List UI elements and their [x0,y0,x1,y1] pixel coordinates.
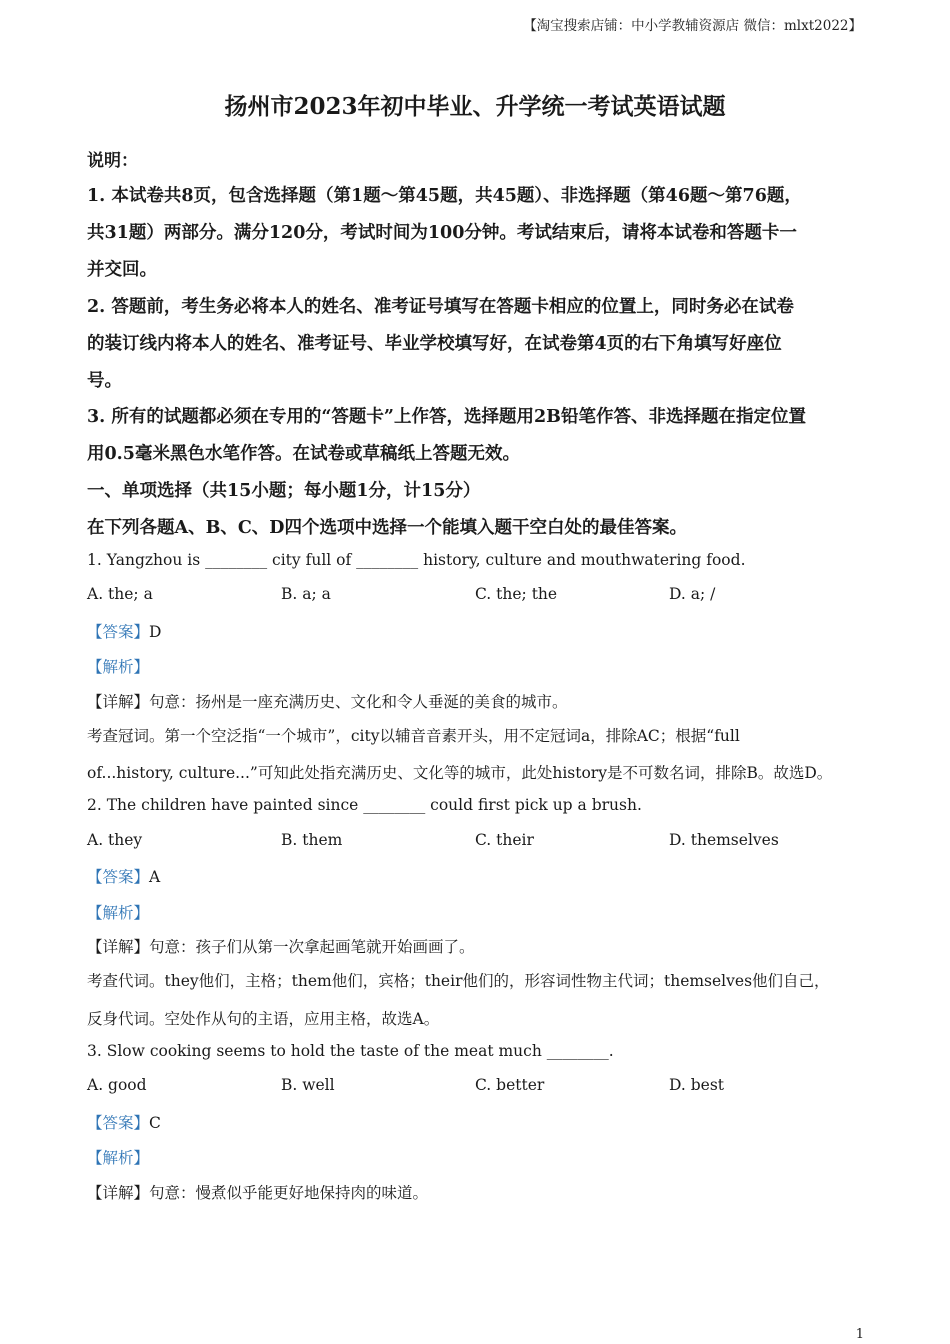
question-stem: 3. Slow cooking seems to hold the taste of the meat much ________. [87,1042,614,1060]
explanation-line: 考查冠词。第一个空泛指“一个城市”，city以辅音音素开头，用不定冠词a，排除AC；根据“full [87,727,740,745]
option-b: B. well [281,1076,335,1094]
option-d: D. a; / [669,585,716,603]
explanation-line: 考查代词。they他们，主格；them他们，宾格；their他们的，形容词性物主代词；themselves他们自己， [87,972,830,990]
instructions-line: 号。 [87,371,122,391]
answer-value: C [149,1114,161,1132]
option-c: C. better [475,1076,545,1094]
answer-tag: 【答案】 [87,868,150,886]
instructions-line: 的装订线内将本人的姓名、准考证号、毕业学校填写好，在试卷第4页的右下角填写好座位 [87,334,782,354]
section-title: 一、单项选择（共15小题；每小题1分，计15分） [87,481,481,501]
answer-tag: 【答案】 [87,1114,150,1132]
analysis-tag: 【解析】 [87,904,150,922]
detail-line [87,935,475,957]
detail-text: 句意：孩子们从第一次拿起画笔就开始画画了。 [149,938,475,956]
detail-tag: 【详解】 [87,693,150,711]
detail-text: 句意：扬州是一座充满历史、文化和令人垂涎的美食的城市。 [149,693,568,711]
analysis-tag: 【解析】 [87,1149,150,1167]
page-title: 扬州市2023年初中毕业、升学统一考试英语试题 [224,93,726,120]
detail-line [87,690,568,712]
section-directions: 在下列各题A、B、C、D四个选项中选择一个能填入题干空白处的最佳答案。 [87,518,687,538]
instructions-line: 并交回。 [87,260,157,280]
option-a: A. the; a [87,585,153,603]
detail-tag: 【详解】 [87,938,150,956]
answer-value: A [149,868,161,886]
detail-line [87,1181,428,1203]
option-c: C. their [475,831,534,849]
instructions-line: 用0.5毫米黑色水笔作答。在试卷或草稿纸上答题无效。 [87,444,520,464]
option-b: B. a; a [281,585,331,603]
answer-line [87,1111,161,1133]
option-d: D. best [669,1076,725,1094]
question-stem: 2. The children have painted since ________ could first pick up a brush. [87,796,642,814]
instructions-line: 共31题）两部分。满分120分，考试时间为100分钟。考试结束后，请将本试卷和答题卡一 [87,223,797,243]
explanation-line: 反身代词。空处作从句的主语，应用主格，故选A。 [87,1010,440,1028]
page-number: 1 [855,1327,864,1342]
answer-line [87,865,160,887]
answer-line [87,620,161,642]
detail-text: 句意：慢煮似乎能更好地保持肉的味道。 [149,1184,429,1202]
option-b: B. them [281,831,343,849]
instructions-line: 1. 本试卷共8页，包含选择题（第1题～第45题，共45题）、非选择题（第46题～第76题， [87,186,802,206]
analysis-tag: 【解析】 [87,658,150,676]
explanation-line: of...history, culture...”可知此处指充满历史、文化等的城市，此处history是不可数名词，排除B。故选D。 [87,764,833,782]
option-d: D. themselves [669,831,779,849]
detail-tag: 【详解】 [87,1184,150,1202]
instructions-line: 2. 答题前，考生务必将本人的姓名、准考证号填写在答题卡相应的位置上，同时务必在试卷 [87,297,794,317]
answer-tag: 【答案】 [87,623,150,641]
answer-value: D [149,623,162,641]
header-note: 【淘宝搜索店铺：中小学教辅资源店 微信：mlxt2022】 [523,18,862,34]
option-a: A. good [87,1076,147,1094]
option-a: A. they [87,831,143,849]
instructions-heading: 说明： [87,151,138,171]
question-stem: 1. Yangzhou is ________ city full of ________ history, culture and mouthwatering food. [87,551,746,569]
instructions-line: 3. 所有的试题都必须在专用的“答题卡”上作答，选择题用2B铅笔作答、非选择题在指定位置 [87,407,806,427]
option-c: C. the; the [475,585,558,603]
